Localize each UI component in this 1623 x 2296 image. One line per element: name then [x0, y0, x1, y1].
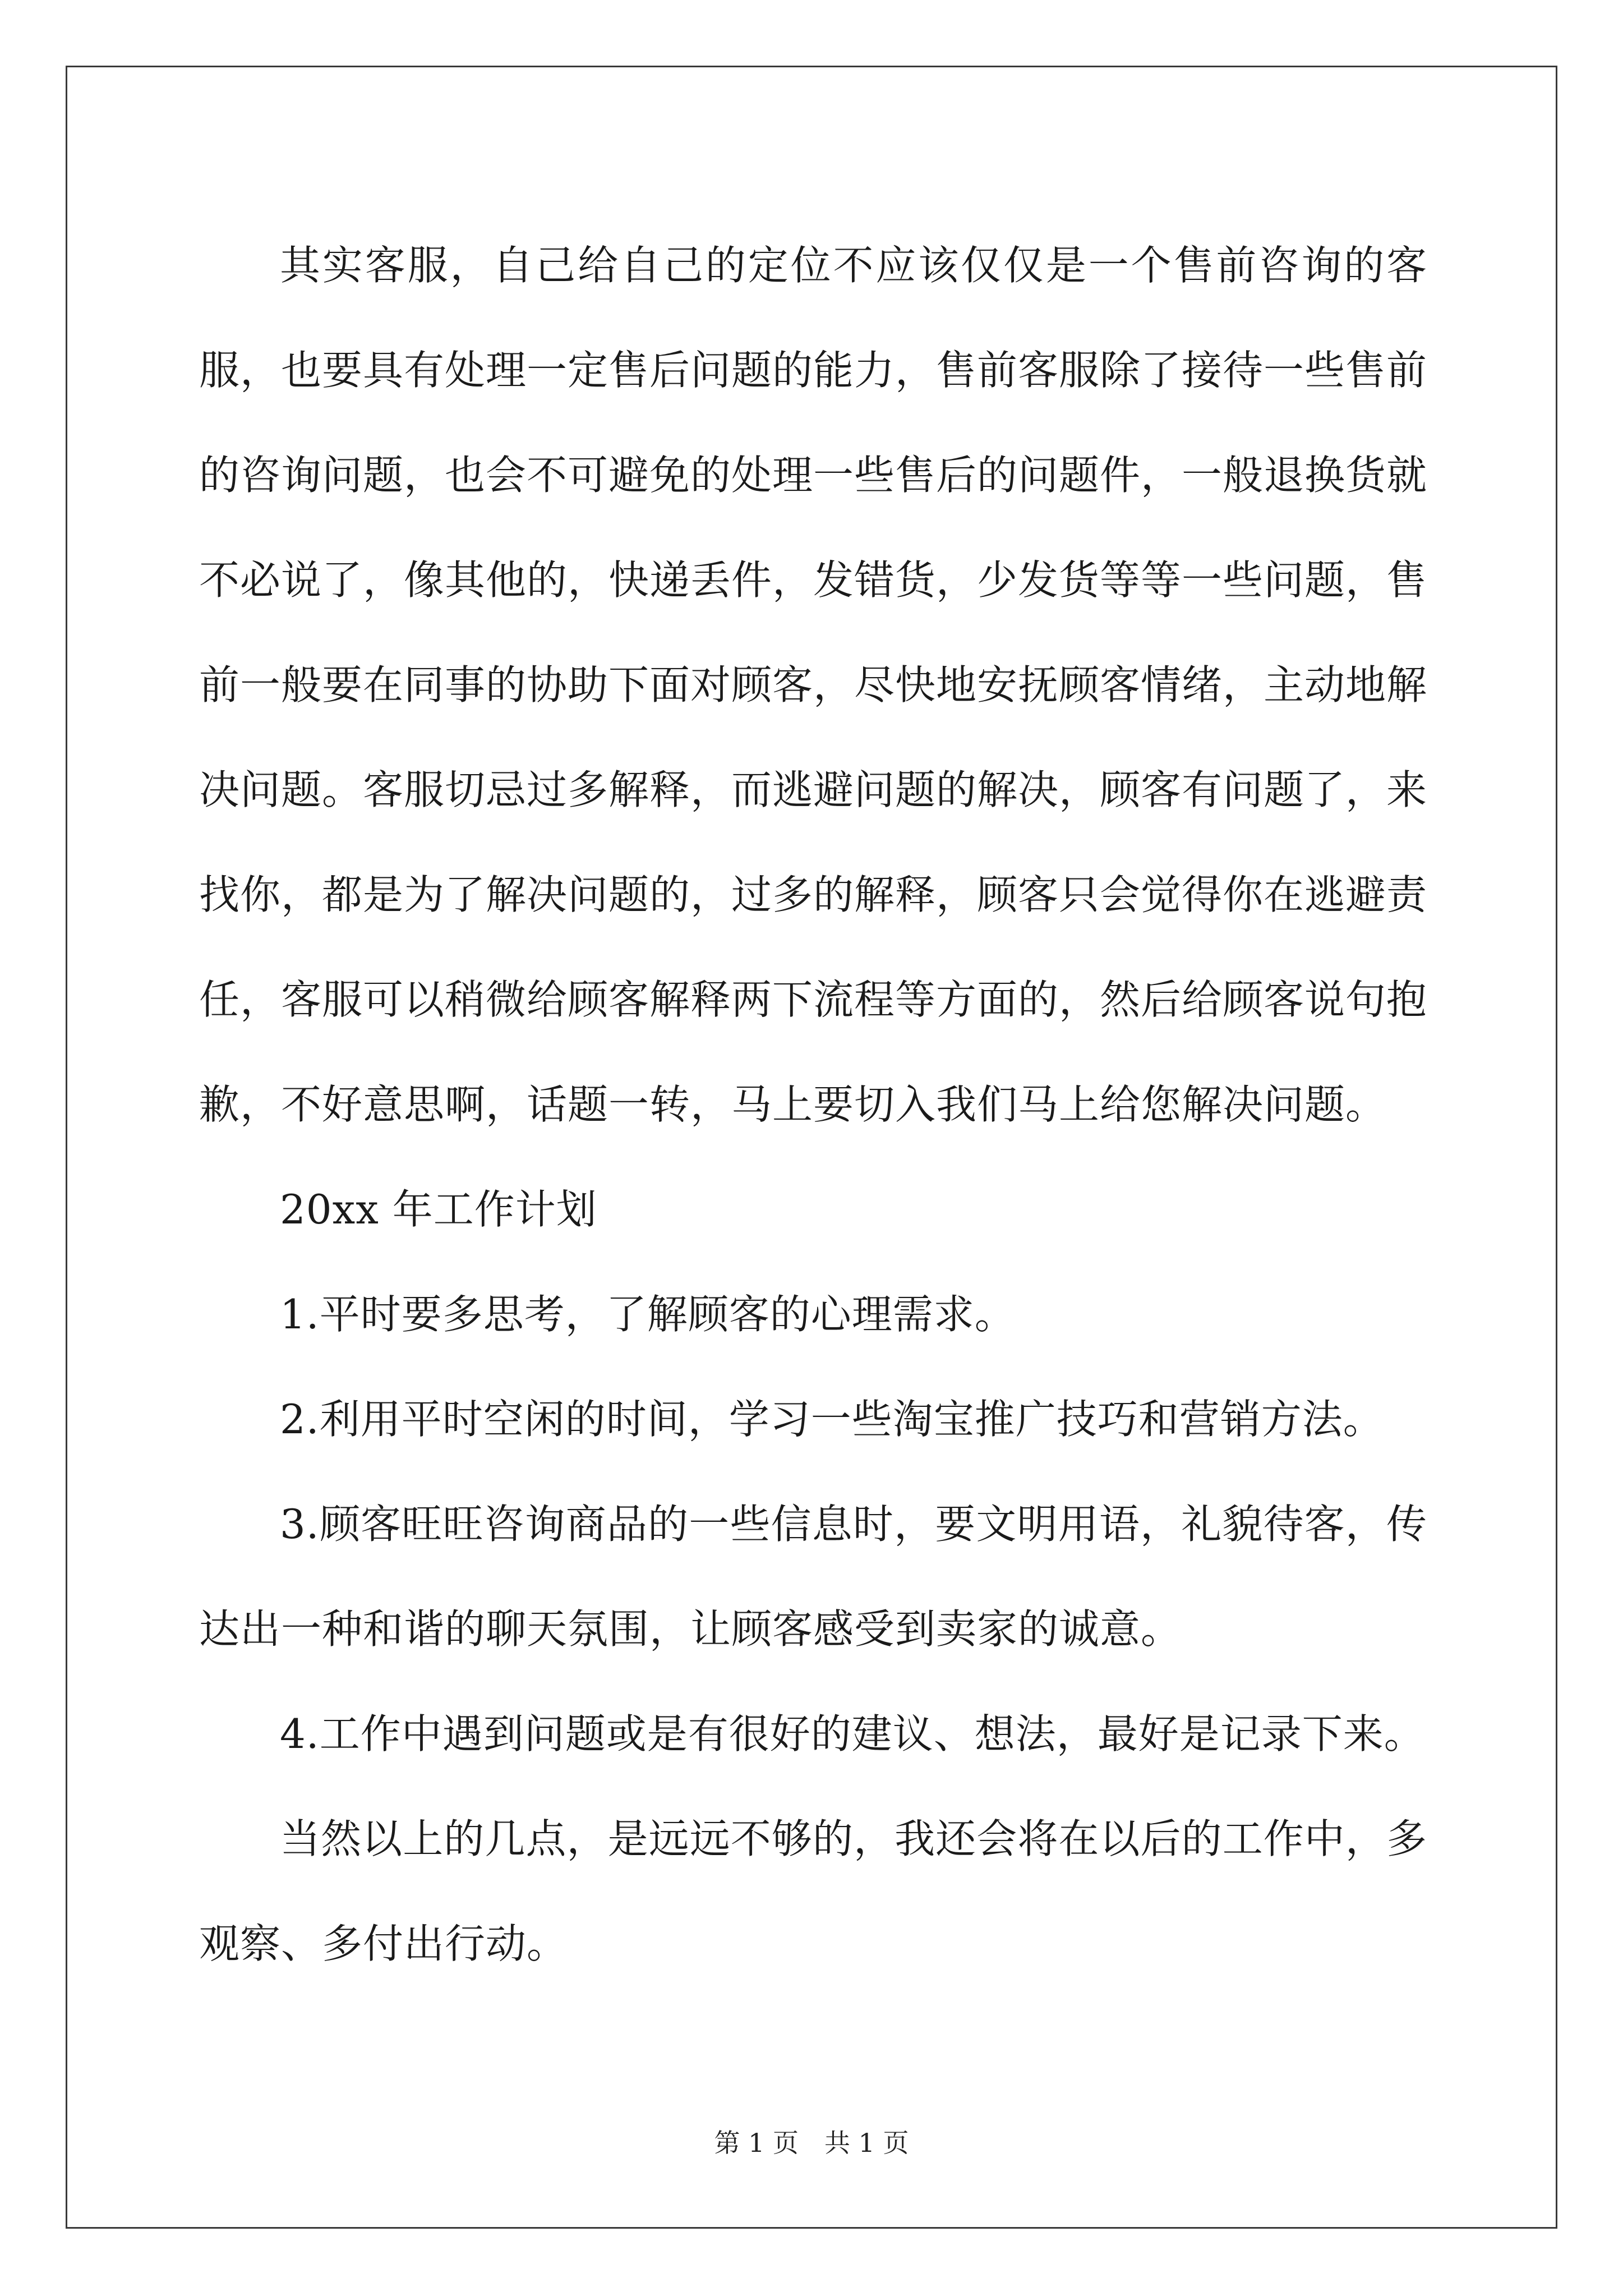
paragraph-conclusion: 当然以上的几点，是远远不够的，我还会将在以后的工作中，多观察、多付出行动。: [199, 1815, 1427, 1967]
page-number-total: 共 1 页: [824, 2128, 909, 2158]
paragraph-plan-item-4: 4.工作中遇到问题或是有很好的建议、想法，最好是记录下来。: [280, 1710, 1425, 1757]
paragraph-customer-service: 其实客服，自己给自己的定位不应该仅仅是一个售前咨询的客服，也要具有处理一定售后问题的能力，售前客服除了接待一些售前的咨询问题，也会不可避免的处理一些售后的问题件，一般退换货就不必说了，像其他的，快递丢件，发错货，少发货等等一些问题，售前一般要在同事的协助下面对顾客，尽快地安抚顾客情绪，主动地解决问题。客服切忌过多解释，而逃避问题的解决，顾客有问题了，来找你，都是为了解决问题的，过多的解释，顾客只会觉得你在逃避责任，客服可以稍微给顾客解释两下流程等方面的，然后给顾客说句抱歉，不好意思啊，话题一转，马上要切入我们马上给您解决问题。: [199, 242, 1428, 1128]
paragraph-plan-item-2: 2.利用平时空闲的时间，学习一些淘宝推广技巧和营销方法。: [280, 1396, 1384, 1443]
page-number-current: 第 1 页: [714, 2128, 799, 2158]
paragraph-work-plan-heading: 20xx 年工作计划: [280, 1186, 597, 1233]
document-body: [199, 213, 1427, 1996]
paragraph-plan-item-1: 1.平时要多思考，了解顾客的心理需求。: [280, 1291, 1016, 1338]
paragraph-plan-item-3: 3.顾客旺旺咨询商品的一些信息时，要文明用语，礼貌待客，传达出一种和谐的聊天氛围，让顾客感受到卖家的诚意。: [199, 1501, 1427, 1653]
page-footer: [0, 2126, 1623, 2160]
